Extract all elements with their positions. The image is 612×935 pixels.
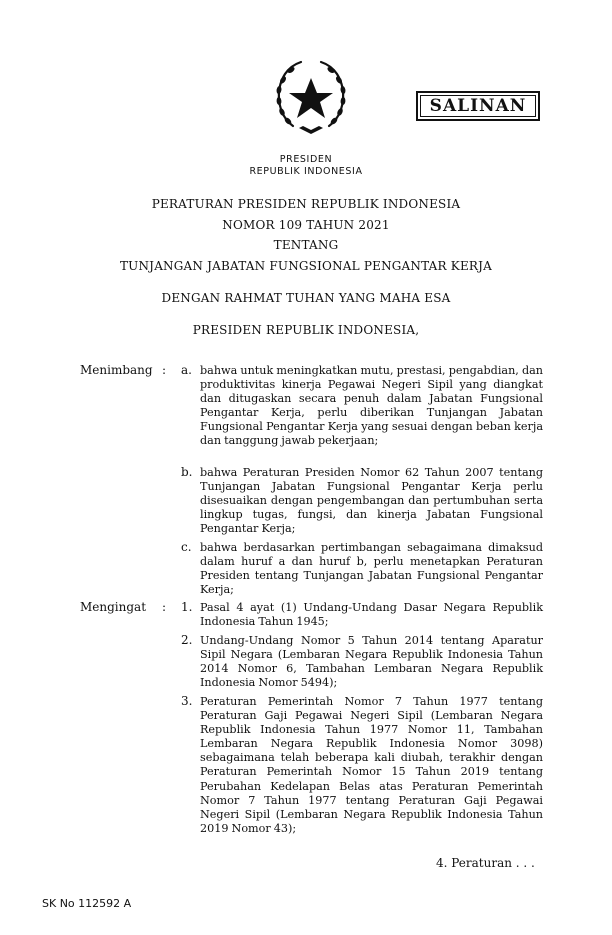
presidential-seal-emblem	[271, 56, 351, 138]
regulation-subject: TUNJANGAN JABATAN FUNGSIONAL PENGANTAR KERJA	[119, 259, 493, 273]
mengingat-label: Mengingat	[80, 600, 147, 614]
salinan-stamp	[416, 91, 540, 121]
page-continuation: 4. Peraturan . . .	[436, 856, 535, 870]
menimbang-item-a: bahwa untuk meningkatkan mutu, prestasi, pengabdian, dan produktivitas kinerja Pegawai Negeri Sipil yang diangkat dan ditugaskan secara penuh dalam Jabatan Fungsional Pengantar Kerja, perlu diberikan Tunjangan Jabatan Fungsional Pengantar Kerja yang sesuai dengan beban kerja dan tanggung jawab pekerjaan;	[200, 364, 543, 448]
menimbang-item-b: bahwa Peraturan Presiden Nomor 62 Tahun 2007 tentang Tunjangan Jabatan Fungsional Pengantar Kerja perlu disesuaikan dengan pengembangan dan pertumbuhan serta lingkup tugas, fungsi, dan kinerja Jabatan Fungsional Pengantar Kerja;	[200, 466, 543, 536]
mengingat-item-3: Peraturan Pemerintah Nomor 7 Tahun 1977 tentang Peraturan Gaji Pegawai Negeri Sipil (Lembaran Negara Republik Indonesia Tahun 1977 Nomor 11, Tambahan Lembaran Negara Republik Indonesia Nomor 3098) sebagaimana telah beberapa kali diubah, terakhir dengan Peraturan Pemerintah Nomor 15 Tahun 2019 tentang Perubahan Kedelapan Belas atas Peraturan Pemerintah Nomor 7 Tahun 1977 tentang Peraturan Gaji Pegawai Negeri Sipil (Lembaran Negara Republik Indonesia Tahun 2019 Nomor 43);	[200, 695, 543, 835]
menimbang-marker-a: a.	[181, 363, 192, 377]
menimbang-colon: :	[162, 363, 167, 377]
menimbang-label: Menimbang	[80, 363, 153, 377]
regulation-title: PERATURAN PRESIDEN REPUBLIK INDONESIA	[151, 197, 461, 211]
salinan-label: SALINAN	[420, 95, 536, 117]
mengingat-item-2: Undang-Undang Nomor 5 Tahun 2014 tentang Aparatur Sipil Negara (Lembaran Negara Republik Indonesia Tahun 2014 Nomor 6, Tambahan Lembaran Negara Republik Indonesia Nomor 5494);	[200, 634, 543, 690]
sk-number: SK No 112592 A	[42, 897, 132, 910]
mengingat-marker-1: 1.	[181, 600, 193, 614]
regulation-number: NOMOR 109 TAHUN 2021	[222, 218, 390, 232]
preamble-grace: DENGAN RAHMAT TUHAN YANG MAHA ESA	[161, 291, 451, 305]
menimbang-item-c: bahwa berdasarkan pertimbangan sebagaimana dimaksud dalam huruf a dan huruf b, perlu menetapkan Peraturan Presiden tentang Tunjangan Jabatan Fungsional Pengantar Kerja;	[200, 541, 543, 597]
mengingat-marker-3: 3.	[181, 694, 193, 708]
mengingat-item-1: Pasal 4 ayat (1) Undang-Undang Dasar Negara Republik Indonesia Tahun 1945;	[200, 601, 543, 629]
menimbang-marker-c: c.	[181, 540, 192, 554]
mengingat-colon: :	[162, 600, 167, 614]
letterhead-republik: REPUBLIK INDONESIA	[249, 166, 363, 177]
menimbang-marker-b: b.	[181, 465, 193, 479]
preamble-authority: PRESIDEN REPUBLIK INDONESIA,	[192, 323, 420, 337]
letterhead-presiden: PRESIDEN	[279, 154, 333, 165]
mengingat-marker-2: 2.	[181, 633, 193, 647]
regulation-about: TENTANG	[273, 238, 339, 252]
